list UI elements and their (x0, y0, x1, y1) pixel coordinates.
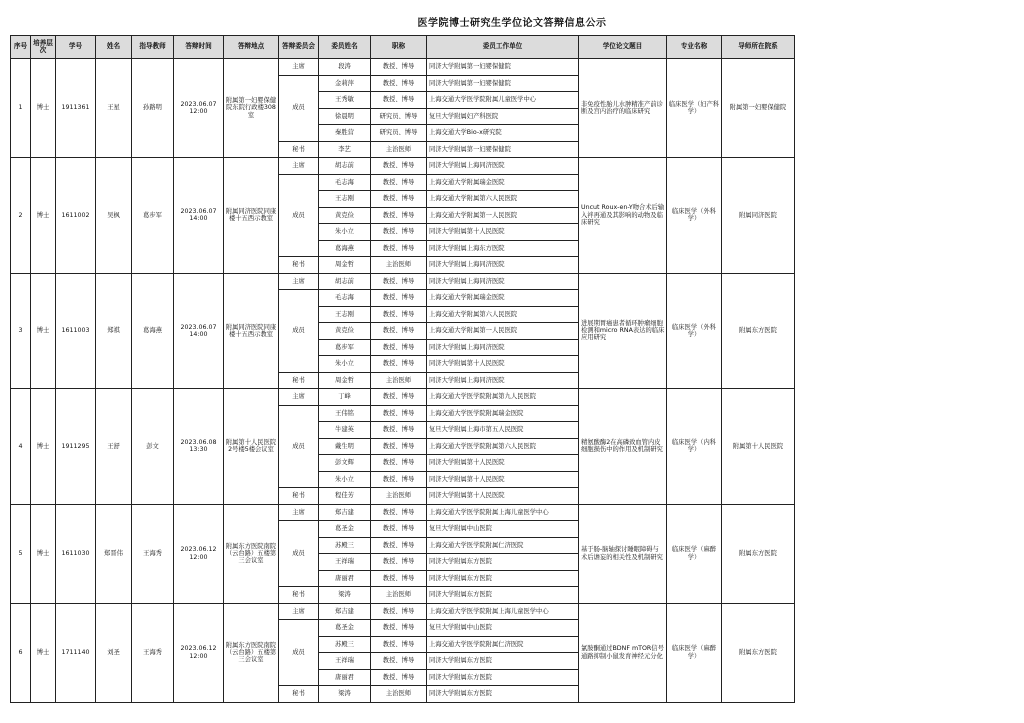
member-unit-cell: 上海交通大学医学院附属第九人民医院 (427, 389, 579, 406)
level-cell: 博士 (31, 273, 56, 389)
committee-role-cell: 秘书 (279, 488, 319, 505)
member-unit-cell: 同济大学附属东方医院 (427, 669, 579, 686)
member-title-cell: 主治医师 (371, 686, 427, 703)
member-title-cell: 教授、博导 (371, 405, 427, 422)
defense-place-cell: 附属同济医院同康楼十五西示教室 (224, 273, 279, 389)
member-name-cell: 戴生明 (319, 438, 371, 455)
member-unit-cell: 同济大学附属第十人民医院 (427, 455, 579, 472)
member-name-cell: 周金哲 (319, 372, 371, 389)
member-title-cell: 教授、博导 (371, 158, 427, 175)
student-name-cell: 刘圣 (96, 603, 132, 702)
member-title-cell: 研究员、博导 (371, 125, 427, 142)
member-title-cell: 教授、博导 (371, 240, 427, 257)
advisor-dept-cell: 附属东方医院 (722, 273, 795, 389)
advisor-dept-cell: 附属第一妇婴保健院 (722, 59, 795, 158)
member-title-cell: 主治医师 (371, 488, 427, 505)
member-name-cell: 苏殿三 (319, 537, 371, 554)
member-title-cell: 主治医师 (371, 587, 427, 604)
seq-cell: 3 (11, 273, 31, 389)
member-unit-cell: 上海交通大学附属第一人民医院 (427, 207, 579, 224)
member-title-cell: 主治医师 (371, 141, 427, 158)
member-unit-cell: 同济大学附属第十人民医院 (427, 356, 579, 373)
committee-role-cell: 成员 (279, 174, 319, 257)
member-title-cell: 主治医师 (371, 372, 427, 389)
header-row (11, 36, 795, 59)
member-unit-cell: 同济大学附属第一妇婴保健院 (427, 59, 579, 76)
member-unit-cell: 上海交通大学医学院附属瑞金医院 (427, 405, 579, 422)
defense-time-cell: 2023.06.07 14:00 (174, 273, 224, 389)
defense-time-cell: 2023.06.08 13:30 (174, 389, 224, 505)
member-title-cell: 教授、博导 (371, 620, 427, 637)
page-title: 医学院博士研究生学位论文答辩信息公示 (417, 18, 607, 29)
member-title-cell: 教授、博导 (371, 323, 427, 340)
committee-role-cell: 主席 (279, 504, 319, 521)
student-name-cell: 郑祺 (96, 273, 132, 389)
member-name-cell: 苏殿三 (319, 636, 371, 653)
table-row (11, 603, 795, 620)
table-row (11, 273, 795, 290)
member-name-cell: 秦胜营 (319, 125, 371, 142)
member-name-cell: 金莉萍 (319, 75, 371, 92)
member-name-cell: 毛志海 (319, 290, 371, 307)
table-row (11, 158, 795, 175)
member-unit-cell: 上海交通大学附属第六人民医院 (427, 191, 579, 208)
member-title-cell: 教授、博导 (371, 455, 427, 472)
member-name-cell: 周金哲 (319, 257, 371, 274)
member-title-cell: 教授、博导 (371, 389, 427, 406)
member-name-cell: 黄克俭 (319, 323, 371, 340)
committee-role-cell: 主席 (279, 273, 319, 290)
member-title-cell: 教授、博导 (371, 224, 427, 241)
major-cell: 临床医学（外科学） (667, 158, 722, 274)
member-unit-cell: 上海交通大学医学院附属上海儿童医学中心 (427, 603, 579, 620)
member-unit-cell: 同济大学附属上海同济医院 (427, 273, 579, 290)
col-header-major: 专业名称 (667, 36, 722, 59)
student-id-cell: 1911295 (56, 389, 96, 505)
member-unit-cell: 同济大学附属第一妇婴保健院 (427, 141, 579, 158)
member-name-cell: 彭文辉 (319, 455, 371, 472)
member-title-cell: 教授、博导 (371, 570, 427, 587)
defense-place-cell: 附属第十人民医院2号楼5楼会议室 (224, 389, 279, 505)
advisor-dept-cell: 附属第十人民医院 (722, 389, 795, 505)
defense-info-table (10, 35, 795, 703)
member-title-cell: 研究员、博导 (371, 108, 427, 125)
major-cell: 临床医学（麻醉学） (667, 603, 722, 702)
col-header-student-id: 学号 (56, 36, 96, 59)
member-name-cell: 胡志前 (319, 273, 371, 290)
member-unit-cell: 同济大学附属上海东方医院 (427, 240, 579, 257)
member-title-cell: 教授、博导 (371, 504, 427, 521)
member-unit-cell: 上海交通大学医学院附属仁济医院 (427, 636, 579, 653)
committee-role-cell: 成员 (279, 75, 319, 141)
member-title-cell: 教授、博导 (371, 207, 427, 224)
thesis-title-cell: 氯胺酮通过BDNF mTOR信号通路抑制小鼠发育神经元分化 (579, 603, 667, 702)
member-unit-cell: 同济大学附属第十人民医院 (427, 471, 579, 488)
thesis-title-cell: 进展期胃癌患者循环肿瘤细胞检测和micro RNA表达的临床应用研究 (579, 273, 667, 389)
member-name-cell: 段涛 (319, 59, 371, 76)
member-unit-cell: 上海交通大学医学院附属上海儿童医学中心 (427, 504, 579, 521)
member-name-cell: 程佳芳 (319, 488, 371, 505)
member-unit-cell: 同济大学附属上海同济医院 (427, 339, 579, 356)
committee-role-cell: 成员 (279, 521, 319, 587)
member-name-cell: 王祥瑞 (319, 653, 371, 670)
level-cell: 博士 (31, 158, 56, 274)
member-name-cell: 朱小立 (319, 356, 371, 373)
seq-cell: 4 (11, 389, 31, 505)
member-name-cell: 唐丽君 (319, 669, 371, 686)
student-name-cell: 吴枫 (96, 158, 132, 274)
member-name-cell: 葛圣金 (319, 521, 371, 538)
member-unit-cell: 复旦大学附属妇产科医院 (427, 108, 579, 125)
col-header-level: 培养层次 (31, 36, 56, 59)
committee-role-cell: 秘书 (279, 257, 319, 274)
defense-time-cell: 2023.06.12 12:00 (174, 603, 224, 702)
member-title-cell: 教授、博导 (371, 521, 427, 538)
defense-time-cell: 2023.06.07 14:00 (174, 158, 224, 274)
student-id-cell: 1611002 (56, 158, 96, 274)
committee-role-cell: 主席 (279, 389, 319, 406)
member-title-cell: 教授、博导 (371, 537, 427, 554)
member-unit-cell: 上海交通大学附属瑞金医院 (427, 290, 579, 307)
member-unit-cell: 复旦大学附属中山医院 (427, 620, 579, 637)
member-title-cell: 教授、博导 (371, 471, 427, 488)
seq-cell: 5 (11, 504, 31, 603)
student-id-cell: 1611030 (56, 504, 96, 603)
member-name-cell: 梁涛 (319, 587, 371, 604)
advisor-cell: 彭文 (132, 389, 174, 505)
member-unit-cell: 上海交通大学附属第一人民医院 (427, 323, 579, 340)
table-row (11, 389, 795, 406)
member-unit-cell: 复旦大学附属上海市第五人民医院 (427, 422, 579, 439)
level-cell: 博士 (31, 389, 56, 505)
advisor-cell: 王海秀 (132, 504, 174, 603)
member-title-cell: 教授、博导 (371, 191, 427, 208)
member-unit-cell: 上海交通大学医学院附属儿童医学中心 (427, 92, 579, 109)
committee-role-cell: 秘书 (279, 587, 319, 604)
member-unit-cell: 上海交通大学附属瑞金医院 (427, 174, 579, 191)
student-id-cell: 1611003 (56, 273, 96, 389)
col-header-dept: 导师所在院系 (722, 36, 795, 59)
member-name-cell: 胡志前 (319, 158, 371, 175)
committee-role-cell: 秘书 (279, 141, 319, 158)
committee-role-cell: 主席 (279, 59, 319, 76)
member-name-cell: 王祥瑞 (319, 554, 371, 571)
member-title-cell: 教授、博导 (371, 92, 427, 109)
committee-role-cell: 主席 (279, 603, 319, 620)
member-name-cell: 黄克俭 (319, 207, 371, 224)
member-title-cell: 教授、博导 (371, 603, 427, 620)
defense-place-cell: 附属第一妇婴保健院东院行政楼308室 (224, 59, 279, 158)
member-name-cell: 王秀敏 (319, 92, 371, 109)
member-name-cell: 朱小立 (319, 224, 371, 241)
member-unit-cell: 上海交通大学Bio-x研究院 (427, 125, 579, 142)
student-name-cell: 郑晋伟 (96, 504, 132, 603)
member-name-cell: 唐丽君 (319, 570, 371, 587)
seq-cell: 2 (11, 158, 31, 274)
student-id-cell: 1911361 (56, 59, 96, 158)
member-name-cell: 毛志海 (319, 174, 371, 191)
member-name-cell: 葛圣金 (319, 620, 371, 637)
defense-time-cell: 2023.06.12 12:00 (174, 504, 224, 603)
col-header-member-name: 委员姓名 (319, 36, 371, 59)
committee-role-cell: 成员 (279, 290, 319, 373)
col-header-place: 答辩地点 (224, 36, 279, 59)
member-title-cell: 教授、博导 (371, 422, 427, 439)
defense-place-cell: 附属同济医院同康楼十五西示教室 (224, 158, 279, 274)
major-cell: 临床医学（内科学） (667, 389, 722, 505)
member-name-cell: 王志刚 (319, 191, 371, 208)
col-header-unit: 委员工作单位 (427, 36, 579, 59)
member-unit-cell: 同济大学附属东方医院 (427, 686, 579, 703)
member-unit-cell: 同济大学附属东方医院 (427, 653, 579, 670)
advisor-dept-cell: 附属东方医院 (722, 504, 795, 603)
member-name-cell: 葛步军 (319, 339, 371, 356)
member-title-cell: 教授、博导 (371, 438, 427, 455)
table-row (11, 59, 795, 76)
member-unit-cell: 同济大学附属东方医院 (427, 554, 579, 571)
committee-role-cell: 秘书 (279, 372, 319, 389)
thesis-title-cell: 精氨酸酶2在高磷致血管内皮细胞损伤中的作用及机制研究 (579, 389, 667, 505)
member-unit-cell: 同济大学附属第一妇婴保健院 (427, 75, 579, 92)
thesis-title-cell: 非免疫性胎儿水肿精准产前诊断及宫内治疗的临床研究 (579, 59, 667, 158)
member-unit-cell: 上海交通大学附属第六人民医院 (427, 306, 579, 323)
member-title-cell: 教授、博导 (371, 75, 427, 92)
level-cell: 博士 (31, 603, 56, 702)
committee-role-cell: 秘书 (279, 686, 319, 703)
advisor-cell: 孙路明 (132, 59, 174, 158)
table-body (11, 59, 795, 703)
defense-time-cell: 2023.06.07 12:00 (174, 59, 224, 158)
member-unit-cell: 同济大学附属第十人民医院 (427, 488, 579, 505)
member-name-cell: 丁峰 (319, 389, 371, 406)
member-title-cell: 教授、博导 (371, 306, 427, 323)
level-cell: 博士 (31, 504, 56, 603)
member-title-cell: 教授、博导 (371, 669, 427, 686)
defense-place-cell: 附属东方医院南院（云台路）五楼第三会议室 (224, 504, 279, 603)
committee-role-cell: 成员 (279, 620, 319, 686)
member-unit-cell: 同济大学附属上海同济医院 (427, 257, 579, 274)
member-title-cell: 教授、博导 (371, 339, 427, 356)
student-id-cell: 1711140 (56, 603, 96, 702)
col-header-advisor: 指导教师 (132, 36, 174, 59)
major-cell: 临床医学（麻醉学） (667, 504, 722, 603)
member-title-cell: 教授、博导 (371, 290, 427, 307)
major-cell: 临床医学（妇产科学） (667, 59, 722, 158)
member-unit-cell: 同济大学附属东方医院 (427, 570, 579, 587)
member-name-cell: 梁涛 (319, 686, 371, 703)
member-title-cell: 主治医师 (371, 257, 427, 274)
level-cell: 博士 (31, 59, 56, 158)
advisor-cell: 葛海燕 (132, 273, 174, 389)
member-name-cell: 郑吉建 (319, 504, 371, 521)
member-unit-cell: 同济大学附属上海同济医院 (427, 158, 579, 175)
member-name-cell: 牛建英 (319, 422, 371, 439)
col-header-title: 职称 (371, 36, 427, 59)
member-name-cell: 葛海燕 (319, 240, 371, 257)
member-name-cell: 王伟铭 (319, 405, 371, 422)
member-name-cell: 朱小立 (319, 471, 371, 488)
member-title-cell: 教授、博导 (371, 174, 427, 191)
col-header-time: 答辩时间 (174, 36, 224, 59)
committee-role-cell: 主席 (279, 158, 319, 175)
table-row (11, 504, 795, 521)
defense-place-cell: 附属东方医院南院（云台路）五楼第三会议室 (224, 603, 279, 702)
seq-cell: 6 (11, 603, 31, 702)
member-name-cell: 郑吉建 (319, 603, 371, 620)
thesis-title-cell: Uncut Roux-en-Y吻合术后输入袢再通及其影响的动物及临床研究 (579, 158, 667, 274)
advisor-dept-cell: 附属东方医院 (722, 603, 795, 702)
member-title-cell: 教授、博导 (371, 356, 427, 373)
col-header-thesis: 学位论文题目 (579, 36, 667, 59)
advisor-dept-cell: 附属同济医院 (722, 158, 795, 274)
member-title-cell: 教授、博导 (371, 59, 427, 76)
member-title-cell: 教授、博导 (371, 554, 427, 571)
member-title-cell: 教授、博导 (371, 653, 427, 670)
student-name-cell: 王舒 (96, 389, 132, 505)
member-name-cell: 李艺 (319, 141, 371, 158)
col-header-seq: 序号 (11, 36, 31, 59)
thesis-title-cell: 基于肠-脑轴探讨睡眠障碍与术后谵妄的相关性及机制研究 (579, 504, 667, 603)
member-unit-cell: 同济大学附属东方医院 (427, 587, 579, 604)
seq-cell: 1 (11, 59, 31, 158)
col-header-committee: 答辩委员会 (279, 36, 319, 59)
student-name-cell: 王星 (96, 59, 132, 158)
member-title-cell: 教授、博导 (371, 636, 427, 653)
advisor-cell: 王海秀 (132, 603, 174, 702)
member-unit-cell: 同济大学附属上海同济医院 (427, 372, 579, 389)
col-header-name: 姓名 (96, 36, 132, 59)
member-unit-cell: 同济大学附属第十人民医院 (427, 224, 579, 241)
committee-role-cell: 成员 (279, 405, 319, 488)
member-name-cell: 徐晨明 (319, 108, 371, 125)
member-name-cell: 王志刚 (319, 306, 371, 323)
member-title-cell: 教授、博导 (371, 273, 427, 290)
major-cell: 临床医学（外科学） (667, 273, 722, 389)
member-unit-cell: 上海交通大学医学院附属仁济医院 (427, 537, 579, 554)
advisor-cell: 葛步军 (132, 158, 174, 274)
member-unit-cell: 复旦大学附属中山医院 (427, 521, 579, 538)
member-unit-cell: 上海交通大学医学院附属第六人民医院 (427, 438, 579, 455)
